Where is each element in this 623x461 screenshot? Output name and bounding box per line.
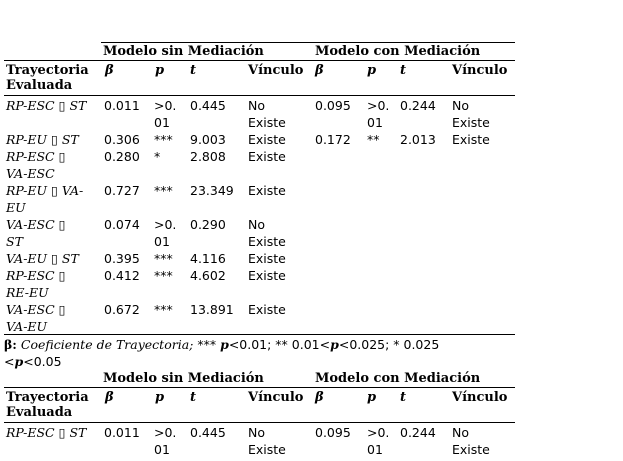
col-header-path-2: Evaluada — [6, 78, 73, 93]
footnote-coef: Coeficiente de Trayectoria; — [20, 337, 194, 352]
row-1-vinculo-con: Existe — [452, 132, 490, 147]
col-header-t-2: t — [400, 63, 407, 78]
mediation-table-1 — [4, 0, 515, 340]
row-4-t-sin: 0.290 — [190, 217, 226, 232]
row-4-beta-sin: 0.074 — [104, 217, 140, 232]
row-7-t-sin: 13.891 — [190, 302, 234, 317]
row-b0-t-sin: 0.445 — [190, 425, 226, 440]
row-5-vinculo-sin: Existe — [248, 251, 286, 266]
row-4-vinculo-sin: No Existe — [248, 217, 286, 249]
group-header-con: Modelo con Mediación — [315, 44, 481, 59]
col-header-t: t — [190, 63, 197, 78]
col-header-beta-2b: β — [315, 390, 324, 405]
row-1-beta-sin: 0.306 — [104, 132, 140, 147]
table-footnote: β: Coeficiente de Trayectoria; *** p<0.01; ** 0.01<p<0.025; * 0.025 <p<0.05 — [4, 337, 440, 369]
footnote-beta: β: — [4, 337, 17, 352]
row-b0-vinculo-sin: No Existe — [248, 425, 286, 457]
row-2-path: RP-ESC ▯ VA-ESC — [6, 149, 66, 181]
row-b0-t-con: 0.244 — [400, 425, 436, 440]
row-6-vinculo-sin: Existe — [248, 268, 286, 283]
row-0-vinculo-con: No Existe — [452, 98, 490, 130]
row-6-path: RP-ESC ▯ RE-EU — [6, 268, 66, 300]
row-1-beta-con: 0.172 — [315, 132, 351, 147]
row-1-path: RP-EU ▯ ST — [6, 132, 79, 147]
row-3-beta-sin: 0.727 — [104, 183, 140, 198]
row-3-path: RP-EU ▯ VA- EU — [6, 183, 84, 215]
row-b0-path: RP-ESC ▯ ST — [6, 425, 87, 440]
rule-group — [4, 60, 515, 61]
row-5-path: VA-EU ▯ ST — [6, 251, 79, 266]
rule-header-2 — [4, 422, 515, 423]
group-header-sin-2: Modelo sin Mediación — [103, 371, 264, 386]
row-b0-beta-con: 0.095 — [315, 425, 351, 440]
row-0-path: RP-ESC ▯ ST — [6, 98, 87, 113]
col-header-p-2: p — [367, 63, 377, 78]
row-2-t-sin: 2.808 — [190, 149, 226, 164]
row-b0-beta-sin: 0.011 — [104, 425, 140, 440]
row-b0-p-sin: >0. 01 — [154, 425, 177, 457]
row-1-t-sin: 9.003 — [190, 132, 226, 147]
col-header-beta-b: β — [105, 390, 114, 405]
row-2-beta-sin: 0.280 — [104, 149, 140, 164]
row-7-vinculo-sin: Existe — [248, 302, 286, 317]
col-header-p-2b: p — [367, 390, 377, 405]
row-1-p-con: ** — [367, 132, 380, 147]
row-5-p-sin: *** — [154, 251, 173, 266]
row-3-vinculo-sin: Existe — [248, 183, 286, 198]
rule-group-2 — [4, 387, 515, 388]
row-0-p-con: >0. 01 — [367, 98, 390, 130]
col-header-vinculo: Vínculo — [248, 63, 304, 78]
row-0-vinculo-sin: No Existe — [248, 98, 286, 130]
row-b0-vinculo-con: No Existe — [452, 425, 490, 457]
row-5-t-sin: 4.116 — [190, 251, 226, 266]
col-header-vinculo-2: Vínculo — [452, 63, 508, 78]
row-6-p-sin: *** — [154, 268, 173, 283]
row-3-p-sin: *** — [154, 183, 173, 198]
row-b0-p-con: >0. 01 — [367, 425, 390, 457]
row-7-beta-sin: 0.672 — [104, 302, 140, 317]
col-header-beta: β — [105, 63, 114, 78]
row-3-t-sin: 23.349 — [190, 183, 234, 198]
row-6-t-sin: 4.602 — [190, 268, 226, 283]
row-5-beta-sin: 0.395 — [104, 251, 140, 266]
row-0-p-sin: >0. 01 — [154, 98, 177, 130]
row-4-path: VA-ESC ▯ ST — [6, 217, 66, 249]
row-2-p-sin: * — [154, 149, 161, 164]
row-7-p-sin: *** — [154, 302, 173, 317]
col-header-vinculo-b: Vínculo — [248, 390, 304, 405]
rule-header — [4, 95, 515, 96]
group-header-con-2: Modelo con Mediación — [315, 371, 481, 386]
col-header-vinculo-2b: Vínculo — [452, 390, 508, 405]
group-header-sin: Modelo sin Mediación — [103, 44, 264, 59]
col-header-p: p — [155, 63, 165, 78]
row-4-p-sin: >0. 01 — [154, 217, 177, 249]
col-header-p-b: p — [155, 390, 165, 405]
row-1-p-sin: *** — [154, 132, 173, 147]
mediation-table-2 — [4, 370, 515, 461]
row-1-t-con: 2.013 — [400, 132, 436, 147]
col-header-t-b: t — [190, 390, 197, 405]
row-1-vinculo-sin: Existe — [248, 132, 286, 147]
row-2-vinculo-sin: Existe — [248, 149, 286, 164]
rule-bottom — [4, 334, 515, 335]
col-header-path-2b: Evaluada — [6, 405, 73, 420]
col-header-t-2b: t — [400, 390, 407, 405]
col-header-path-1: Trayectoria — [6, 63, 89, 78]
col-header-path-1b: Trayectoria — [6, 390, 89, 405]
row-0-beta-con: 0.095 — [315, 98, 351, 113]
row-0-beta-sin: 0.011 — [104, 98, 140, 113]
row-0-t-con: 0.244 — [400, 98, 436, 113]
row-7-path: VA-ESC ▯ VA-EU — [6, 302, 66, 334]
row-0-t-sin: 0.445 — [190, 98, 226, 113]
row-6-beta-sin: 0.412 — [104, 268, 140, 283]
col-header-beta-2: β — [315, 63, 324, 78]
